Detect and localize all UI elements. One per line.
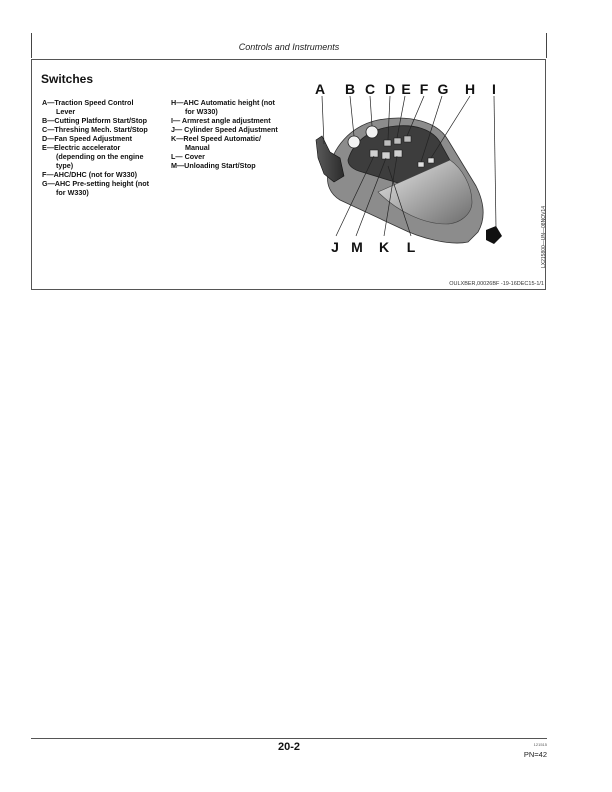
legend-item-g: G—AHC Pre-setting height (not for W330) — [42, 179, 150, 197]
label-g: G — [437, 81, 449, 97]
armrest-handle — [486, 226, 502, 244]
section-title: Switches — [41, 72, 94, 86]
traction-lever — [316, 136, 344, 182]
legend-item-d: D—Fan Speed Adjustment — [42, 134, 132, 143]
legend-item-h: H—AHC Automatic height (not for W330) — [171, 98, 275, 116]
page-header-title: Controls and Instruments — [238, 42, 340, 52]
switch-m — [382, 152, 390, 159]
legend-column-2 — [171, 98, 297, 170]
legend-item-m: M—Unloading Start/Stop — [171, 161, 256, 170]
legend-item-f: F—AHC/DHC (not for W330) — [42, 170, 138, 179]
armrest-console-figure — [300, 78, 540, 268]
label-a: A — [314, 81, 326, 97]
label-c: C — [364, 81, 376, 97]
legend-item-e: E—Electric accelerator (depending on the engine type) — [42, 143, 144, 170]
page-number: 20-2 — [277, 741, 301, 753]
switch-f — [404, 136, 411, 142]
switch-h — [428, 158, 434, 163]
label-d: D — [384, 81, 396, 97]
legend-item-a: A—Traction Speed Control Lever — [42, 98, 134, 116]
label-k: K — [378, 239, 390, 255]
switch-d — [384, 140, 391, 146]
footer-rule — [31, 738, 547, 739]
label-b: B — [344, 81, 356, 97]
label-e: E — [401, 81, 411, 97]
legend-item-b: B—Cutting Platform Start/Stop — [42, 116, 148, 125]
label-f: F — [419, 81, 429, 97]
knob-c — [366, 126, 378, 138]
switch-k — [394, 150, 402, 157]
label-i: I — [492, 81, 496, 97]
switch-j — [370, 150, 378, 157]
legend-item-i: I— Armrest angle adjustment — [171, 116, 271, 125]
legend-item-k: K—Reel Speed Automatic/ Manual — [171, 134, 261, 152]
legend-item-l: L— Cover — [171, 152, 205, 161]
footer-small-code: 121515 — [533, 742, 547, 747]
switch-g — [418, 162, 424, 167]
switch-e — [394, 138, 401, 144]
label-h: H — [464, 81, 476, 97]
legend-item-c: C—Threshing Mech. Start/Stop — [42, 125, 148, 134]
footer-pn: PN=42 — [523, 750, 547, 759]
label-l: L — [406, 239, 416, 255]
legend-column-1 — [42, 98, 168, 197]
label-m: M — [351, 239, 363, 255]
figure-reference-id: LX215800—UN—08NOV14 — [541, 206, 547, 268]
legend-item-j: J— Cylinder Speed Adjustment — [171, 125, 278, 134]
label-j: J — [331, 239, 339, 255]
figure-caption: OULXBER,00026BF -19-16DEC15-1/1 — [449, 281, 544, 287]
knob-b — [348, 136, 360, 148]
